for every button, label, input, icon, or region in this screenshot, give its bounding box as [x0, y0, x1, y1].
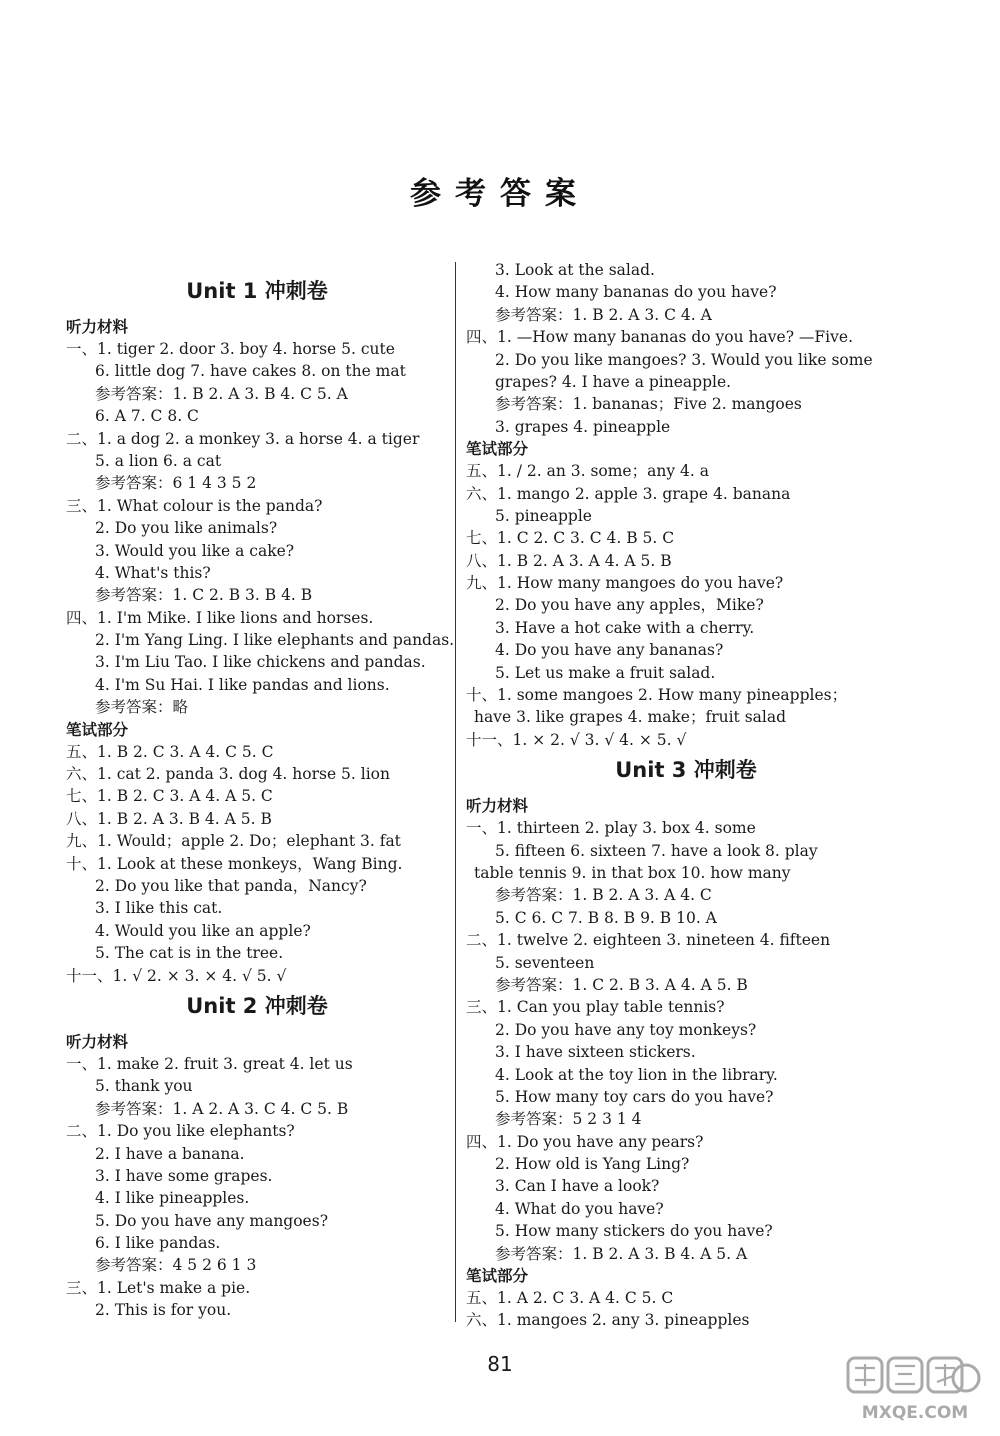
- answer-line: grapes? 4. I have a pineapple.: [495, 372, 732, 391]
- answer-line: 一、1. thirteen 2. play 3. box 4. some: [466, 819, 756, 838]
- left-column: [66, 272, 455, 1322]
- answer-line: 一、1. make 2. fruit 3. great 4. let us: [66, 1054, 353, 1073]
- answer-line: 3. Would you like a cake?: [95, 541, 295, 560]
- svg-text:MXQE.COM: MXQE.COM: [861, 1403, 969, 1423]
- answer-line: 2. Do you like mangoes? 3. Would you like some: [495, 350, 873, 369]
- section-heading: 听力材料: [66, 1032, 129, 1051]
- answer-line: 2. This is for you.: [95, 1301, 232, 1320]
- answer-line: 4. Look at the toy lion in the library.: [495, 1065, 778, 1084]
- answer-line: 十一、1. √ 2. × 3. × 4. √ 5. √: [66, 966, 287, 985]
- answer-line: 参考答案：4 5 2 6 1 3: [95, 1256, 257, 1275]
- answer-line: 4. What do you have?: [495, 1199, 664, 1218]
- answer-line: 参考答案：1. B 2. A 3. B 4. A 5. A: [495, 1244, 748, 1263]
- answer-line: 2. Do you have any toy monkeys?: [495, 1020, 757, 1039]
- answer-line: 六、1. mango 2. apple 3. grape 4. banana: [466, 484, 791, 503]
- page-number: 81: [487, 1352, 513, 1376]
- answer-line: 十、1. Look at these monkeys，Wang Bing.: [66, 854, 403, 873]
- answer-line: table tennis 9. in that box 10. how many: [474, 863, 791, 882]
- section-heading: 听力材料: [66, 318, 129, 336]
- answer-line: 5. seventeen: [495, 953, 595, 972]
- answer-line: 三、1. Let's make a pie.: [66, 1278, 251, 1297]
- answer-line: 二、1. a dog 2. a monkey 3. a horse 4. a tiger: [66, 429, 420, 448]
- answer-line: 4. Would you like an apple?: [95, 921, 311, 940]
- answer-line: 十、1. some mangoes 2. How many pineapples；: [466, 686, 848, 705]
- answer-line: 四、1. Do you have any pears?: [466, 1132, 704, 1151]
- unit-heading: Unit 1 冲刺卷: [186, 279, 328, 303]
- answer-line: 三、1. What colour is the panda?: [66, 496, 323, 515]
- answer-line: 八、1. B 2. A 3. A 4. A 5. B: [466, 551, 672, 570]
- answer-line: 参考答案：6 1 4 3 5 2: [95, 474, 257, 493]
- answer-line: 2. Do you like that panda，Nancy?: [95, 876, 367, 895]
- answer-line: 6. I like pandas.: [95, 1234, 221, 1253]
- answer-line: 参考答案：1. B 2. A 3. A 4. C: [495, 886, 712, 905]
- answer-line: 3. Have a hot cake with a cherry.: [495, 618, 755, 637]
- answer-line: 5. How many stickers do you have?: [495, 1222, 773, 1241]
- answer-line: 参考答案：1. bananas；Five 2. mangoes: [495, 395, 802, 414]
- answer-line: 五、1. / 2. an 3. some；any 4. a: [466, 462, 709, 481]
- answer-line: 参考答案：1. B 2. A 3. B 4. C 5. A: [95, 384, 348, 403]
- answer-line: 参考答案：1. B 2. A 3. C 4. A: [495, 305, 712, 324]
- answer-line: 5. pineapple: [495, 506, 592, 525]
- answer-line: 九、1. How many mangoes do you have?: [466, 574, 784, 593]
- answer-line: 4. What's this?: [95, 563, 211, 582]
- answer-line: 四、1. I'm Mike. I like lions and horses.: [66, 608, 374, 627]
- answer-line: 参考答案：略: [95, 698, 189, 717]
- answer-line: 2. Do you have any apples，Mike?: [495, 596, 764, 615]
- answer-line: 4. Do you have any bananas?: [495, 641, 724, 660]
- column-divider: [455, 262, 456, 1322]
- answer-line: have 3. like grapes 4. make；fruit salad: [474, 708, 787, 727]
- unit-heading: Unit 2 冲刺卷: [186, 993, 328, 1018]
- unit-heading: Unit 3 冲刺卷: [615, 758, 757, 783]
- answer-line: 6. little dog 7. have cakes 8. on the mat: [95, 362, 406, 381]
- answer-line: 参考答案：1. C 2. B 3. B 4. B: [95, 586, 313, 605]
- answer-line: 5. Do you have any mangoes?: [95, 1211, 328, 1230]
- answer-line: 参考答案：1. C 2. B 3. A 4. A 5. B: [495, 975, 748, 994]
- answer-line: 2. I'm Yang Ling. I like elephants and pandas.: [95, 631, 455, 650]
- section-heading: 笔试部分: [466, 1267, 529, 1286]
- answer-line: 七、1. C 2. C 3. C 4. B 5. C: [466, 529, 675, 548]
- section-heading: 笔试部分: [466, 440, 529, 459]
- answer-line: 五、1. A 2. C 3. A 4. C 5. C: [466, 1289, 674, 1308]
- answer-line: 2. Do you like animals?: [95, 519, 278, 538]
- answer-line: 六、1. mangoes 2. any 3. pineapples: [466, 1311, 750, 1330]
- answer-line: 二、1. Do you like elephants?: [66, 1122, 295, 1141]
- answer-line: 5. How many toy cars do you have?: [495, 1087, 774, 1106]
- answer-line: 2. I have a banana.: [95, 1144, 245, 1163]
- answer-line: 4. How many bananas do you have?: [495, 283, 777, 302]
- answer-line: 3. I'm Liu Tao. I like chickens and pandas.: [95, 653, 426, 672]
- answer-line: 参考答案：1. A 2. A 3. C 4. C 5. B: [95, 1099, 349, 1118]
- section-heading: 听力材料: [466, 797, 529, 816]
- answer-line: 5. thank you: [95, 1077, 193, 1096]
- answer-line: 七、1. B 2. C 3. A 4. A 5. C: [66, 787, 273, 806]
- answer-line: 4. I like pineapples.: [95, 1189, 250, 1208]
- answer-line: 四、1. —How many bananas do you have? —Five.: [466, 328, 853, 347]
- answer-line: 三、1. Can you play table tennis?: [466, 998, 725, 1017]
- answer-line: 十一、1. × 2. √ 3. √ 4. × 5. √: [466, 730, 687, 749]
- answer-line: 5. fifteen 6. sixteen 7. have a look 8. play: [495, 841, 818, 860]
- answer-line: 3. grapes 4. pineapple: [495, 417, 671, 436]
- answer-line: 八、1. B 2. A 3. B 4. A 5. B: [66, 809, 272, 828]
- answer-line: 4. I'm Su Hai. I like pandas and lions.: [95, 675, 390, 694]
- answer-line: 3. I have some grapes.: [95, 1166, 273, 1185]
- answer-line: 2. How old is Yang Ling?: [495, 1155, 690, 1174]
- section-heading: 笔试部分: [66, 720, 129, 739]
- answer-line: 五、1. B 2. C 3. A 4. C 5. C: [66, 742, 274, 761]
- answer-line: 3. Look at the salad.: [495, 261, 655, 279]
- answer-line: 3. Can I have a look?: [495, 1177, 660, 1196]
- answer-line: 参考答案：5 2 3 1 4: [495, 1110, 642, 1129]
- answer-line: 九、1. Would；apple 2. Do；elephant 3. fat: [66, 832, 401, 851]
- answer-line: 5. a lion 6. a cat: [95, 451, 222, 470]
- answer-line: 3. I like this cat.: [95, 899, 223, 918]
- answer-line: 6. A 7. C 8. C: [95, 407, 199, 426]
- page-title: 参考答案: [410, 176, 590, 212]
- watermark-logo: [840, 1352, 990, 1428]
- answer-line: 二、1. twelve 2. eighteen 3. nineteen 4. fifteen: [466, 931, 831, 950]
- answer-line: 5. Let us make a fruit salad.: [495, 663, 716, 682]
- answer-line: 六、1. cat 2. panda 3. dog 4. horse 5. lion: [66, 765, 391, 784]
- answer-line: 一、1. tiger 2. door 3. boy 4. horse 5. cute: [66, 340, 395, 358]
- answer-line: 5. The cat is in the tree.: [95, 944, 284, 963]
- answer-line: 5. C 6. C 7. B 8. B 9. B 10. A: [495, 908, 717, 927]
- answer-line: 3. I have sixteen stickers.: [495, 1043, 696, 1062]
- right-column: [466, 259, 906, 1332]
